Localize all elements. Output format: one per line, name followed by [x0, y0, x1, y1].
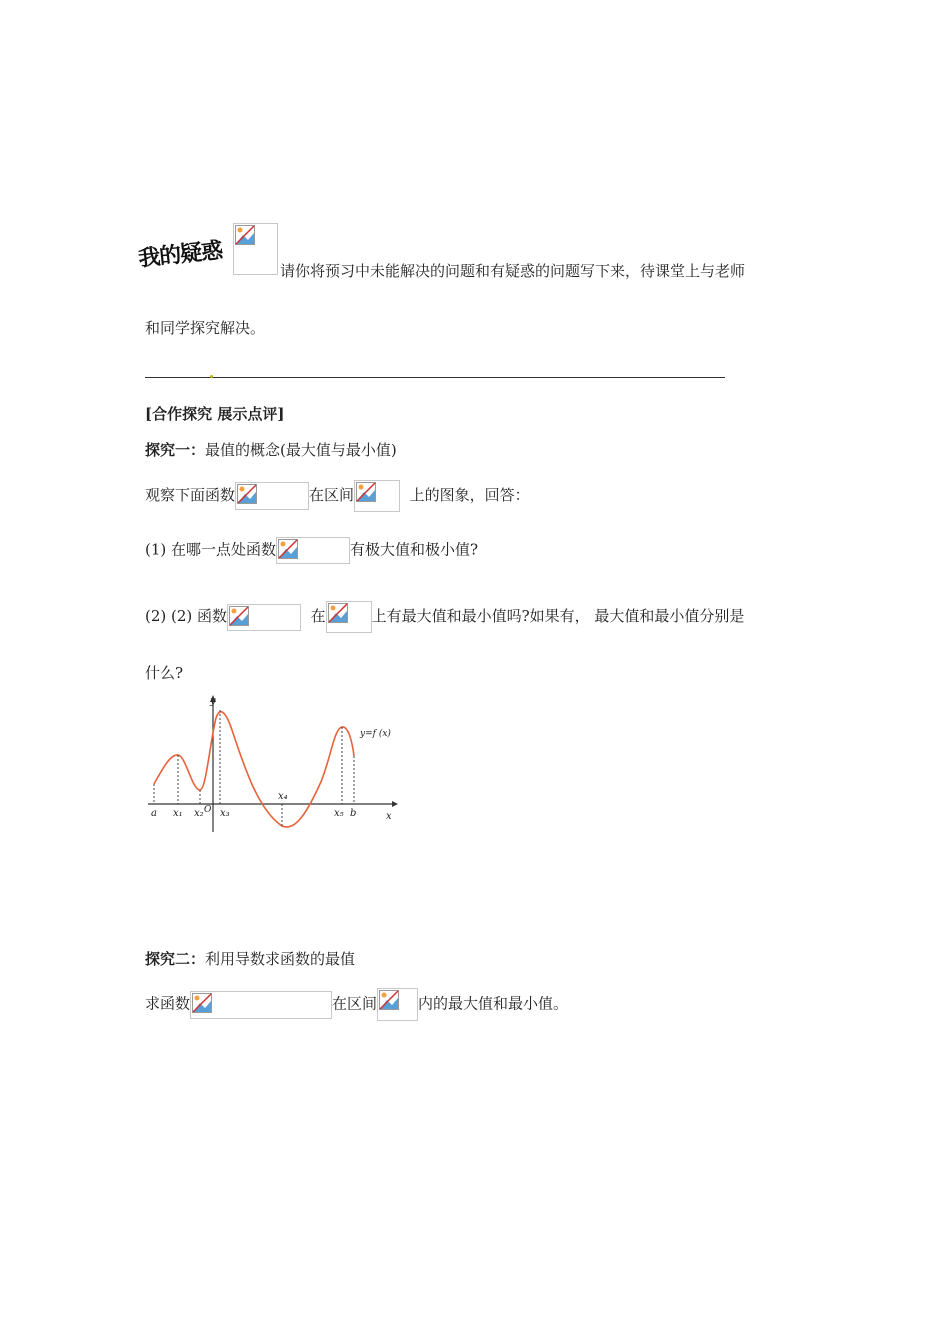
tick-label: b — [350, 808, 357, 819]
broken-image-icon — [237, 484, 257, 504]
formula-image — [190, 991, 332, 1019]
broken-image-icon — [278, 539, 298, 559]
function-graph — [140, 692, 400, 832]
interval-image — [377, 988, 418, 1021]
doubts-text-2: 和同学探究解决。 — [145, 319, 266, 337]
q2-text-a: (2) (2) 函数 — [145, 607, 228, 625]
broken-image-icon — [229, 606, 249, 626]
decor-dot — [210, 375, 213, 378]
tick-label: x₁ — [173, 808, 183, 819]
intro-text-c: 上的图象，回答： — [409, 486, 530, 504]
tick-label: a — [151, 808, 157, 819]
explore2-text-b: 在区间 — [332, 994, 378, 1013]
q1-text-b: 有极大值和极小值? — [350, 540, 479, 559]
explore1-heading — [145, 440, 397, 460]
explore1-q1 — [145, 537, 478, 564]
explore1-intro — [145, 480, 530, 512]
explore2-label: 探究二： — [145, 950, 206, 968]
q2-text-d: 什么? — [145, 664, 184, 682]
broken-image-icon — [235, 225, 255, 245]
interval-image — [326, 601, 372, 633]
q1-text-a: (1) 在哪一点处函数 — [145, 540, 277, 559]
explore2-title: 利用导数求函数的最值 — [205, 950, 356, 968]
intro-text-a: 观察下面函数 — [145, 486, 236, 504]
q2-text-c: 上有最大值和最小值吗?如果有， 最大值和最小值分别是 — [371, 607, 745, 625]
image-placeholder — [233, 223, 278, 275]
explore2-text-a: 求函数 — [145, 994, 191, 1013]
dashed-guides — [154, 710, 357, 826]
broken-image-icon — [356, 482, 376, 502]
origin-label: O — [204, 805, 212, 815]
y-axis-label: y — [210, 696, 216, 707]
q2-text-b: 在 — [310, 607, 326, 625]
formula-image — [227, 604, 301, 631]
broken-image-icon — [192, 993, 212, 1013]
section-header: [合作探究 展示点评] — [145, 405, 285, 423]
broken-image-icon — [328, 603, 348, 623]
answer-line — [145, 377, 725, 378]
tick-label: x₄ — [278, 791, 288, 802]
formula-image — [276, 537, 350, 564]
interval-image — [354, 480, 400, 512]
explore1-q2 — [145, 601, 744, 633]
tick-label: x₅ — [334, 808, 344, 819]
explore1-label: 探究一： — [145, 441, 206, 459]
broken-image-icon — [379, 990, 399, 1010]
function-label: y=f (x) — [360, 729, 391, 739]
doubts-text-1: 请你将预习中未能解决的问题和有疑惑的问题写下来，待课堂上与老师 — [280, 262, 746, 280]
formula-image — [235, 482, 309, 510]
tick-label: x₃ — [220, 808, 230, 819]
x-axis-label: x — [386, 811, 392, 822]
x-axis-arrow — [392, 801, 398, 807]
doubts-title: 我的疑惑 — [137, 238, 224, 273]
explore1-title: 最值的概念(最大值与最小值) — [205, 441, 397, 459]
function-curve — [154, 712, 357, 827]
explore2-text — [145, 988, 568, 1021]
tick-label: x₂ — [194, 808, 204, 819]
explore2-text-c: 内的最大值和最小值。 — [418, 994, 569, 1013]
explore2-heading — [145, 949, 355, 969]
intro-text-b: 在区间 — [309, 486, 355, 504]
